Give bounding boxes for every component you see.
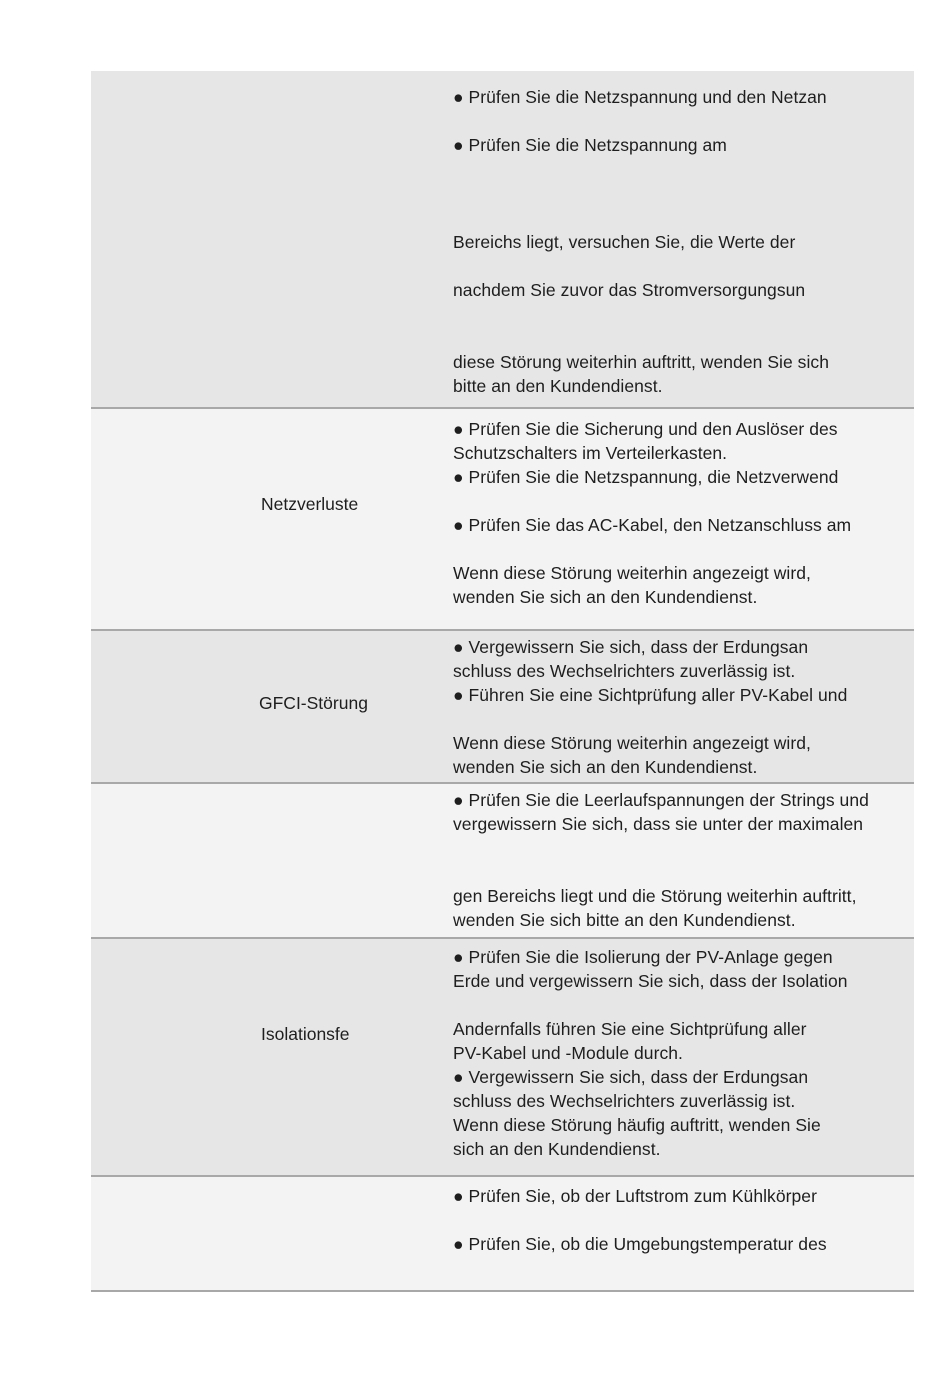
- solution-line: diese Störung weiterhin auftritt, wenden Sie sich: [453, 352, 829, 372]
- solution-line: wenden Sie sich bitte an den Kundendienst.: [453, 910, 796, 930]
- error-name: GFCI-Störung: [259, 693, 368, 713]
- table-row: [91, 1177, 914, 1292]
- solution-line: Schutzschalters im Verteilerkasten.: [453, 443, 728, 463]
- solution-line: vergewissern Sie sich, dass sie unter der maximalen: [453, 814, 864, 834]
- solution-line: ● Prüfen Sie die Netzspannung, die Netzverwend: [453, 467, 839, 487]
- solution-line: PV-Kabel und -Module durch.: [453, 1043, 683, 1063]
- solution-line: Erde und vergewissern Sie sich, dass der Isolation: [453, 971, 848, 991]
- solution-line: wenden Sie sich an den Kundendienst.: [453, 757, 758, 777]
- solution-line: Bereichs liegt, versuchen Sie, die Werte der: [453, 232, 796, 252]
- solution-line: ● Prüfen Sie, ob die Umgebungstemperatur des: [453, 1234, 827, 1254]
- solution-line: bitte an den Kundendienst.: [453, 376, 663, 396]
- solution-line: Wenn diese Störung häufig auftritt, wenden Sie: [453, 1115, 821, 1135]
- error-name: Isolationsfe: [261, 1024, 350, 1044]
- table-row: [91, 631, 914, 784]
- solution-line: schluss des Wechselrichters zuverlässig ist.: [453, 1091, 796, 1111]
- table-row: [91, 71, 914, 409]
- solution-line: ● Vergewissern Sie sich, dass der Erdungsan: [453, 1067, 809, 1087]
- solution-line: Wenn diese Störung weiterhin angezeigt wird,: [453, 563, 811, 583]
- solution-line: Andernfalls führen Sie eine Sichtprüfung aller: [453, 1019, 807, 1039]
- solution-line: ● Prüfen Sie, ob der Luftstrom zum Kühlkörper: [453, 1186, 817, 1206]
- solution-line: gen Bereichs liegt und die Störung weiterhin auftritt,: [453, 886, 857, 906]
- solution-line: wenden Sie sich an den Kundendienst.: [453, 587, 758, 607]
- table-row: [91, 784, 914, 939]
- error-name: Netzverluste: [261, 494, 359, 514]
- solution-line: ● Prüfen Sie die Leerlaufspannungen der Strings und: [453, 790, 869, 810]
- solution-line: ● Prüfen Sie die Isolierung der PV-Anlage gegen: [453, 947, 833, 967]
- solution-line: ● Prüfen Sie die Sicherung und den Auslöser des: [453, 419, 838, 439]
- table-row: [91, 939, 914, 1177]
- solution-line: Wenn diese Störung weiterhin angezeigt wird,: [453, 733, 811, 753]
- solution-line: ● Vergewissern Sie sich, dass der Erdungsan: [453, 637, 809, 657]
- solution-line: ● Prüfen Sie die Netzspannung und den Netzan: [453, 87, 827, 107]
- solution-line: sich an den Kundendienst.: [453, 1139, 661, 1159]
- solution-line: ● Prüfen Sie das AC-Kabel, den Netzanschluss am: [453, 515, 852, 535]
- troubleshooting-table: [91, 71, 914, 1292]
- solution-line: ● Prüfen Sie die Netzspannung am: [453, 135, 727, 155]
- solution-line: schluss des Wechselrichters zuverlässig ist.: [453, 661, 796, 681]
- solution-line: nachdem Sie zuvor das Stromversorgungsun: [453, 280, 806, 300]
- solution-line: ● Führen Sie eine Sichtprüfung aller PV-Kabel und: [453, 685, 848, 705]
- table-row: [91, 409, 914, 631]
